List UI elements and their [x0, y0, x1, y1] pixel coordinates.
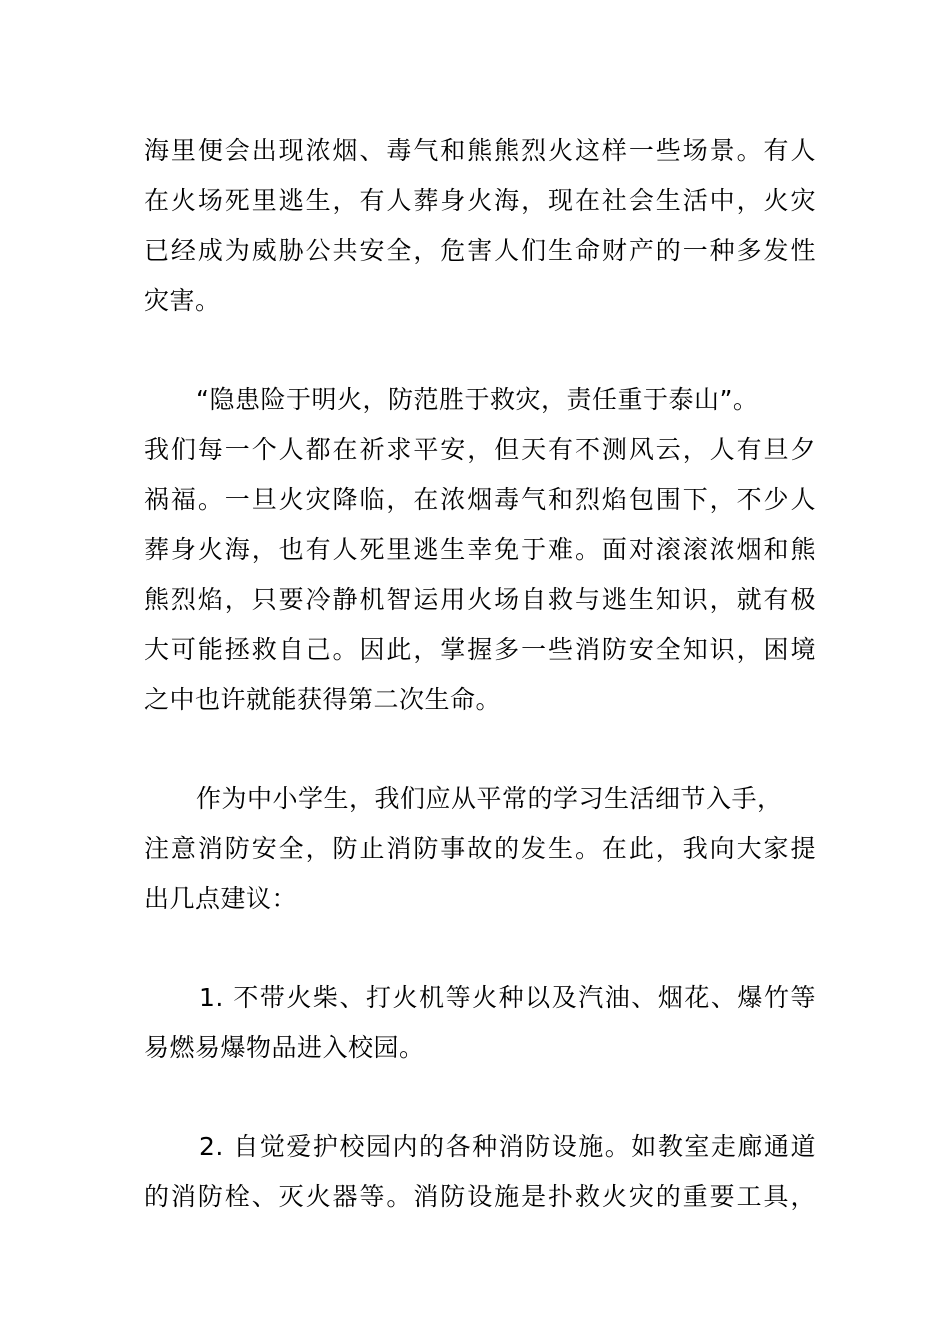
- text-line: 在火场死里逃生，有人葬身火海，现在社会生活中，火灾: [144, 186, 816, 215]
- text-line: 海里便会出现浓烟、毒气和熊熊烈火这样一些场景。有人: [144, 136, 816, 165]
- text-line: 我们每一个人都在祈求平安，但天有不测风云，人有旦夕: [144, 435, 816, 464]
- paragraph-hidden-danger: [144, 375, 816, 725]
- text-line: 大可能拯救自己。因此，掌握多一些消防安全知识，困境: [144, 635, 816, 664]
- text-line: “隐患险于明火，防范胜于救灾，责任重于泰山”。: [196, 385, 759, 414]
- list-item-suggestion-1: [144, 973, 816, 1073]
- text-line: 已经成为威胁公共安全，危害人们生命财产的一种多发性: [144, 236, 816, 265]
- text-line: 之中也许就能获得第二次生命。: [144, 685, 502, 714]
- list-item-suggestion-2: [144, 1122, 816, 1222]
- document-page: [144, 126, 816, 1271]
- text-line: 作为中小学生，我们应从平常的学习生活细节入手，: [196, 784, 783, 813]
- text-line: 1. 不带火柴、打火机等火种以及汽油、烟花、爆竹等: [199, 983, 816, 1012]
- text-line: 祸福。一旦火灾降临，在浓烟毒气和烈焰包围下，不少人: [144, 485, 816, 514]
- text-line: 2. 自觉爱护校园内的各种消防设施。如教室走廊通道: [199, 1132, 816, 1161]
- text-line: 熊烈焰，只要冷静机智运用火场自救与逃生知识，就有极: [144, 585, 816, 614]
- text-line: 的消防栓、灭火器等。消防设施是扑救火灾的重要工具，: [144, 1182, 816, 1211]
- text-line: 易燃易爆物品进入校园。: [144, 1033, 425, 1062]
- text-line: 葬身火海，也有人死里逃生幸免于难。面对滚滚浓烟和熊: [144, 535, 816, 564]
- paragraph-fire-scenes: [144, 126, 816, 326]
- text-line: 出几点建议：: [144, 884, 298, 913]
- paragraph-students: [144, 774, 816, 924]
- text-line: 灾害。: [144, 286, 221, 315]
- text-line: 注意消防安全，防止消防事故的发生。在此，我向大家提: [144, 834, 816, 863]
